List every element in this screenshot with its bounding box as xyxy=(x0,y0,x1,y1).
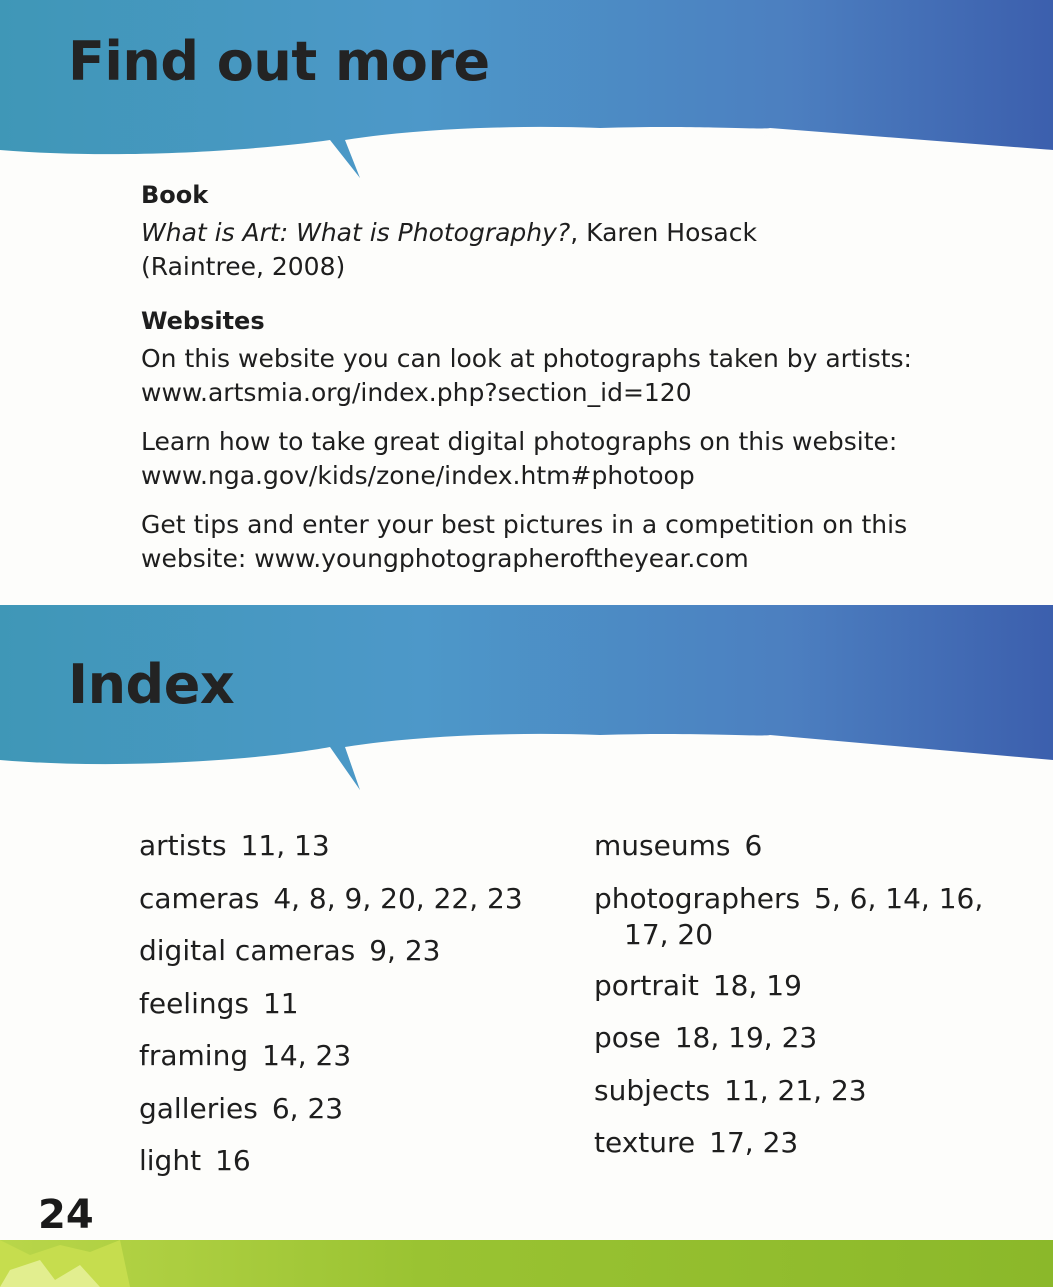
website-url: www.nga.gov/kids/zone/index.htm#photoop xyxy=(141,461,695,490)
index-term: pose xyxy=(594,1021,661,1054)
book-citation xyxy=(141,216,1001,284)
index-column-left xyxy=(139,828,523,1196)
index-entry xyxy=(139,933,523,986)
index-column-right xyxy=(594,828,1034,1178)
website-entry xyxy=(141,508,1001,576)
index-entry xyxy=(594,1073,1034,1126)
index-pages: 9, 23 xyxy=(369,934,441,967)
index-banner xyxy=(0,605,1053,800)
index-entry xyxy=(594,881,1034,968)
index-entry xyxy=(594,828,1034,881)
section-heading-index: Index xyxy=(68,653,235,716)
index-pages: 5, 6, 14, 16, 17, 20 xyxy=(624,881,984,951)
website-description: Learn how to take great digital photographs on this website: xyxy=(141,427,898,456)
index-entry xyxy=(594,968,1034,1021)
index-term: light xyxy=(139,1144,202,1177)
website-description: On this website you can look at photographs taken by artists: xyxy=(141,344,912,373)
index-pages: 6 xyxy=(744,829,763,862)
website-description: Get tips and enter your best pictures in a competition on this xyxy=(141,510,908,539)
index-term: museums xyxy=(594,829,731,862)
book-title: What is Art: What is Photography? xyxy=(141,218,571,247)
websites-section xyxy=(141,304,1001,576)
footer-green-bar xyxy=(0,1240,1053,1287)
index-entry xyxy=(139,1091,523,1144)
websites-heading: Websites xyxy=(141,307,265,335)
index-entry xyxy=(594,1020,1034,1073)
index-entry xyxy=(139,828,523,881)
index-term: photographers xyxy=(594,881,801,915)
index-entry xyxy=(139,986,523,1039)
index-term: portrait xyxy=(594,968,699,1002)
index-entry xyxy=(594,1125,1034,1178)
index-entry xyxy=(139,881,523,934)
section-heading-find-out-more: Find out more xyxy=(68,30,490,93)
page-number: 24 xyxy=(38,1192,94,1238)
website-entry xyxy=(141,425,1001,493)
index-pages: 11, 21, 23 xyxy=(724,1073,867,1107)
index-pages: 4, 8, 9, 20, 22, 23 xyxy=(273,881,523,915)
brush-stroke-edge xyxy=(0,0,1053,190)
index-pages: 16 xyxy=(215,1144,251,1177)
book-author: , Karen Hosack xyxy=(570,218,757,247)
index-term: subjects xyxy=(594,1073,711,1107)
index-term: cameras xyxy=(139,881,260,915)
website-url: www.artsmia.org/index.php?section_id=120 xyxy=(141,378,692,407)
book-heading: Book xyxy=(141,181,209,209)
index-pages: 14, 23 xyxy=(262,1039,352,1072)
website-entry xyxy=(141,342,1001,410)
index-pages: 17, 23 xyxy=(709,1126,799,1159)
index-entry xyxy=(139,1038,523,1091)
index-entry xyxy=(139,1143,523,1196)
index-pages: 18, 19, 23 xyxy=(674,1021,818,1054)
index-term: texture xyxy=(594,1126,696,1159)
index-term: galleries xyxy=(139,1091,258,1125)
index-pages: 18, 19 xyxy=(712,968,802,1002)
index-term: digital cameras xyxy=(139,934,356,967)
book-publisher: (Raintree, 2008) xyxy=(141,252,346,281)
index-pages: 11, 13 xyxy=(240,829,330,862)
index-term: artists xyxy=(139,829,227,862)
website-url: website: www.youngphotographeroftheyear.com xyxy=(141,544,749,573)
book-section xyxy=(141,178,1001,284)
index-term: feelings xyxy=(139,986,249,1020)
index-pages: 11 xyxy=(262,986,299,1020)
index-term: framing xyxy=(139,1039,249,1072)
index-pages: 6, 23 xyxy=(271,1091,344,1125)
find-out-more-banner xyxy=(0,0,1053,190)
